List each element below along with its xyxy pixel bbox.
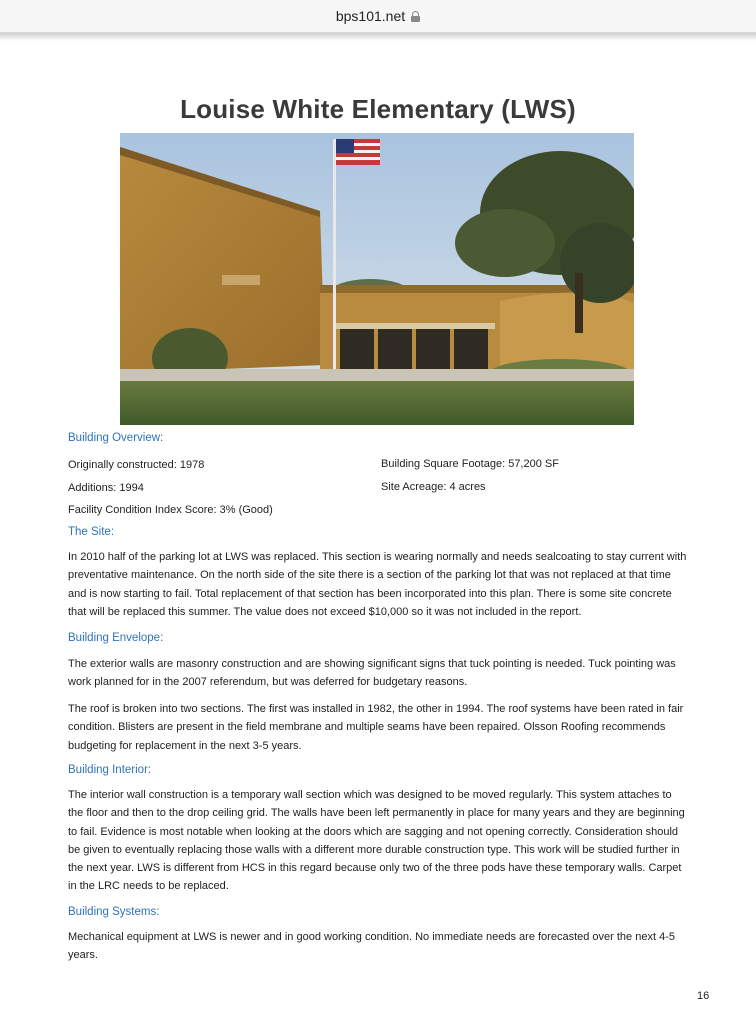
section-heading-envelope: Building Envelope: [68, 632, 164, 644]
school-building-photo [120, 133, 634, 425]
building-square-footage: Building Square Footage: 57,200 SF [381, 458, 559, 470]
systems-paragraph: Mechanical equipment at LWS is newer and in good working condition. No immediate needs are forecasted over the next 4-5 years. [68, 931, 675, 962]
site-acreage: Site Acreage: 4 acres [381, 481, 486, 493]
url-text: bps101.net [335, 8, 406, 24]
page-title: Louise White Elementary (LWS) [180, 94, 576, 124]
url-display[interactable] [336, 8, 420, 24]
envelope-paragraph-2: The roof is broken into two sections. The first was installed in 1982, the other in 1994. The roof systems have been rated in fair condition. Blisters are present in the field membrane and multiple seams have been repaired. Olsson Roofing recommends budgeting for replacement in the next 3-5 years. [68, 703, 684, 752]
section-heading-interior: Building Interior: [68, 764, 152, 776]
envelope-paragraph-1: The exterior walls are masonry construction and are showing significant signs that tuck pointing is needed. Tuck pointing was work planned for in the 2007 referendum, but was deferred for budgetary reasons. [68, 658, 676, 689]
lock-icon [411, 11, 420, 21]
interior-paragraph: The interior wall construction is a temporary wall section which was designed to be moved regularly. This system attaches to the floor and then to the drop ceiling grid. The walls have been left permanently in place for many years and they are beginning to fail. Evidence is most notable when looking at the doors which are sagging and not opening correctly. Consideration should be given to eventually replacing those walls with a different more durable construction type. This work will be studied further in the next year. LWS is different from HCS in this regard because only two of the three pods have these temporary walls. Carpet in the LRC needs to be replaced. [68, 789, 685, 893]
section-heading-site: The Site: [68, 526, 115, 538]
browser-address-bar[interactable] [0, 0, 756, 33]
facility-condition-index: Facility Condition Index Score: 3% (Good) [68, 504, 273, 516]
site-paragraph: In 2010 half of the parking lot at LWS was replaced. This section is wearing normally and needs sealcoating to stay current with preventative maintenance. On the north side of the site there is a section of the parking lot that was not replaced at that time and is now starting to fail. Total replacement of that section has been incorporated into this plan. There is some site concrete that will be replaced this summer. The value does not exceed $10,000 so it was not included in the report. [68, 551, 687, 618]
additions: Additions: 1994 [68, 482, 144, 494]
section-heading-systems: Building Systems: [68, 906, 160, 918]
section-heading-overview: Building Overview: [68, 432, 164, 444]
page-number: 16 [697, 990, 710, 1002]
originally-constructed: Originally constructed: 1978 [68, 459, 205, 471]
page-edge-shadow [0, 33, 756, 41]
